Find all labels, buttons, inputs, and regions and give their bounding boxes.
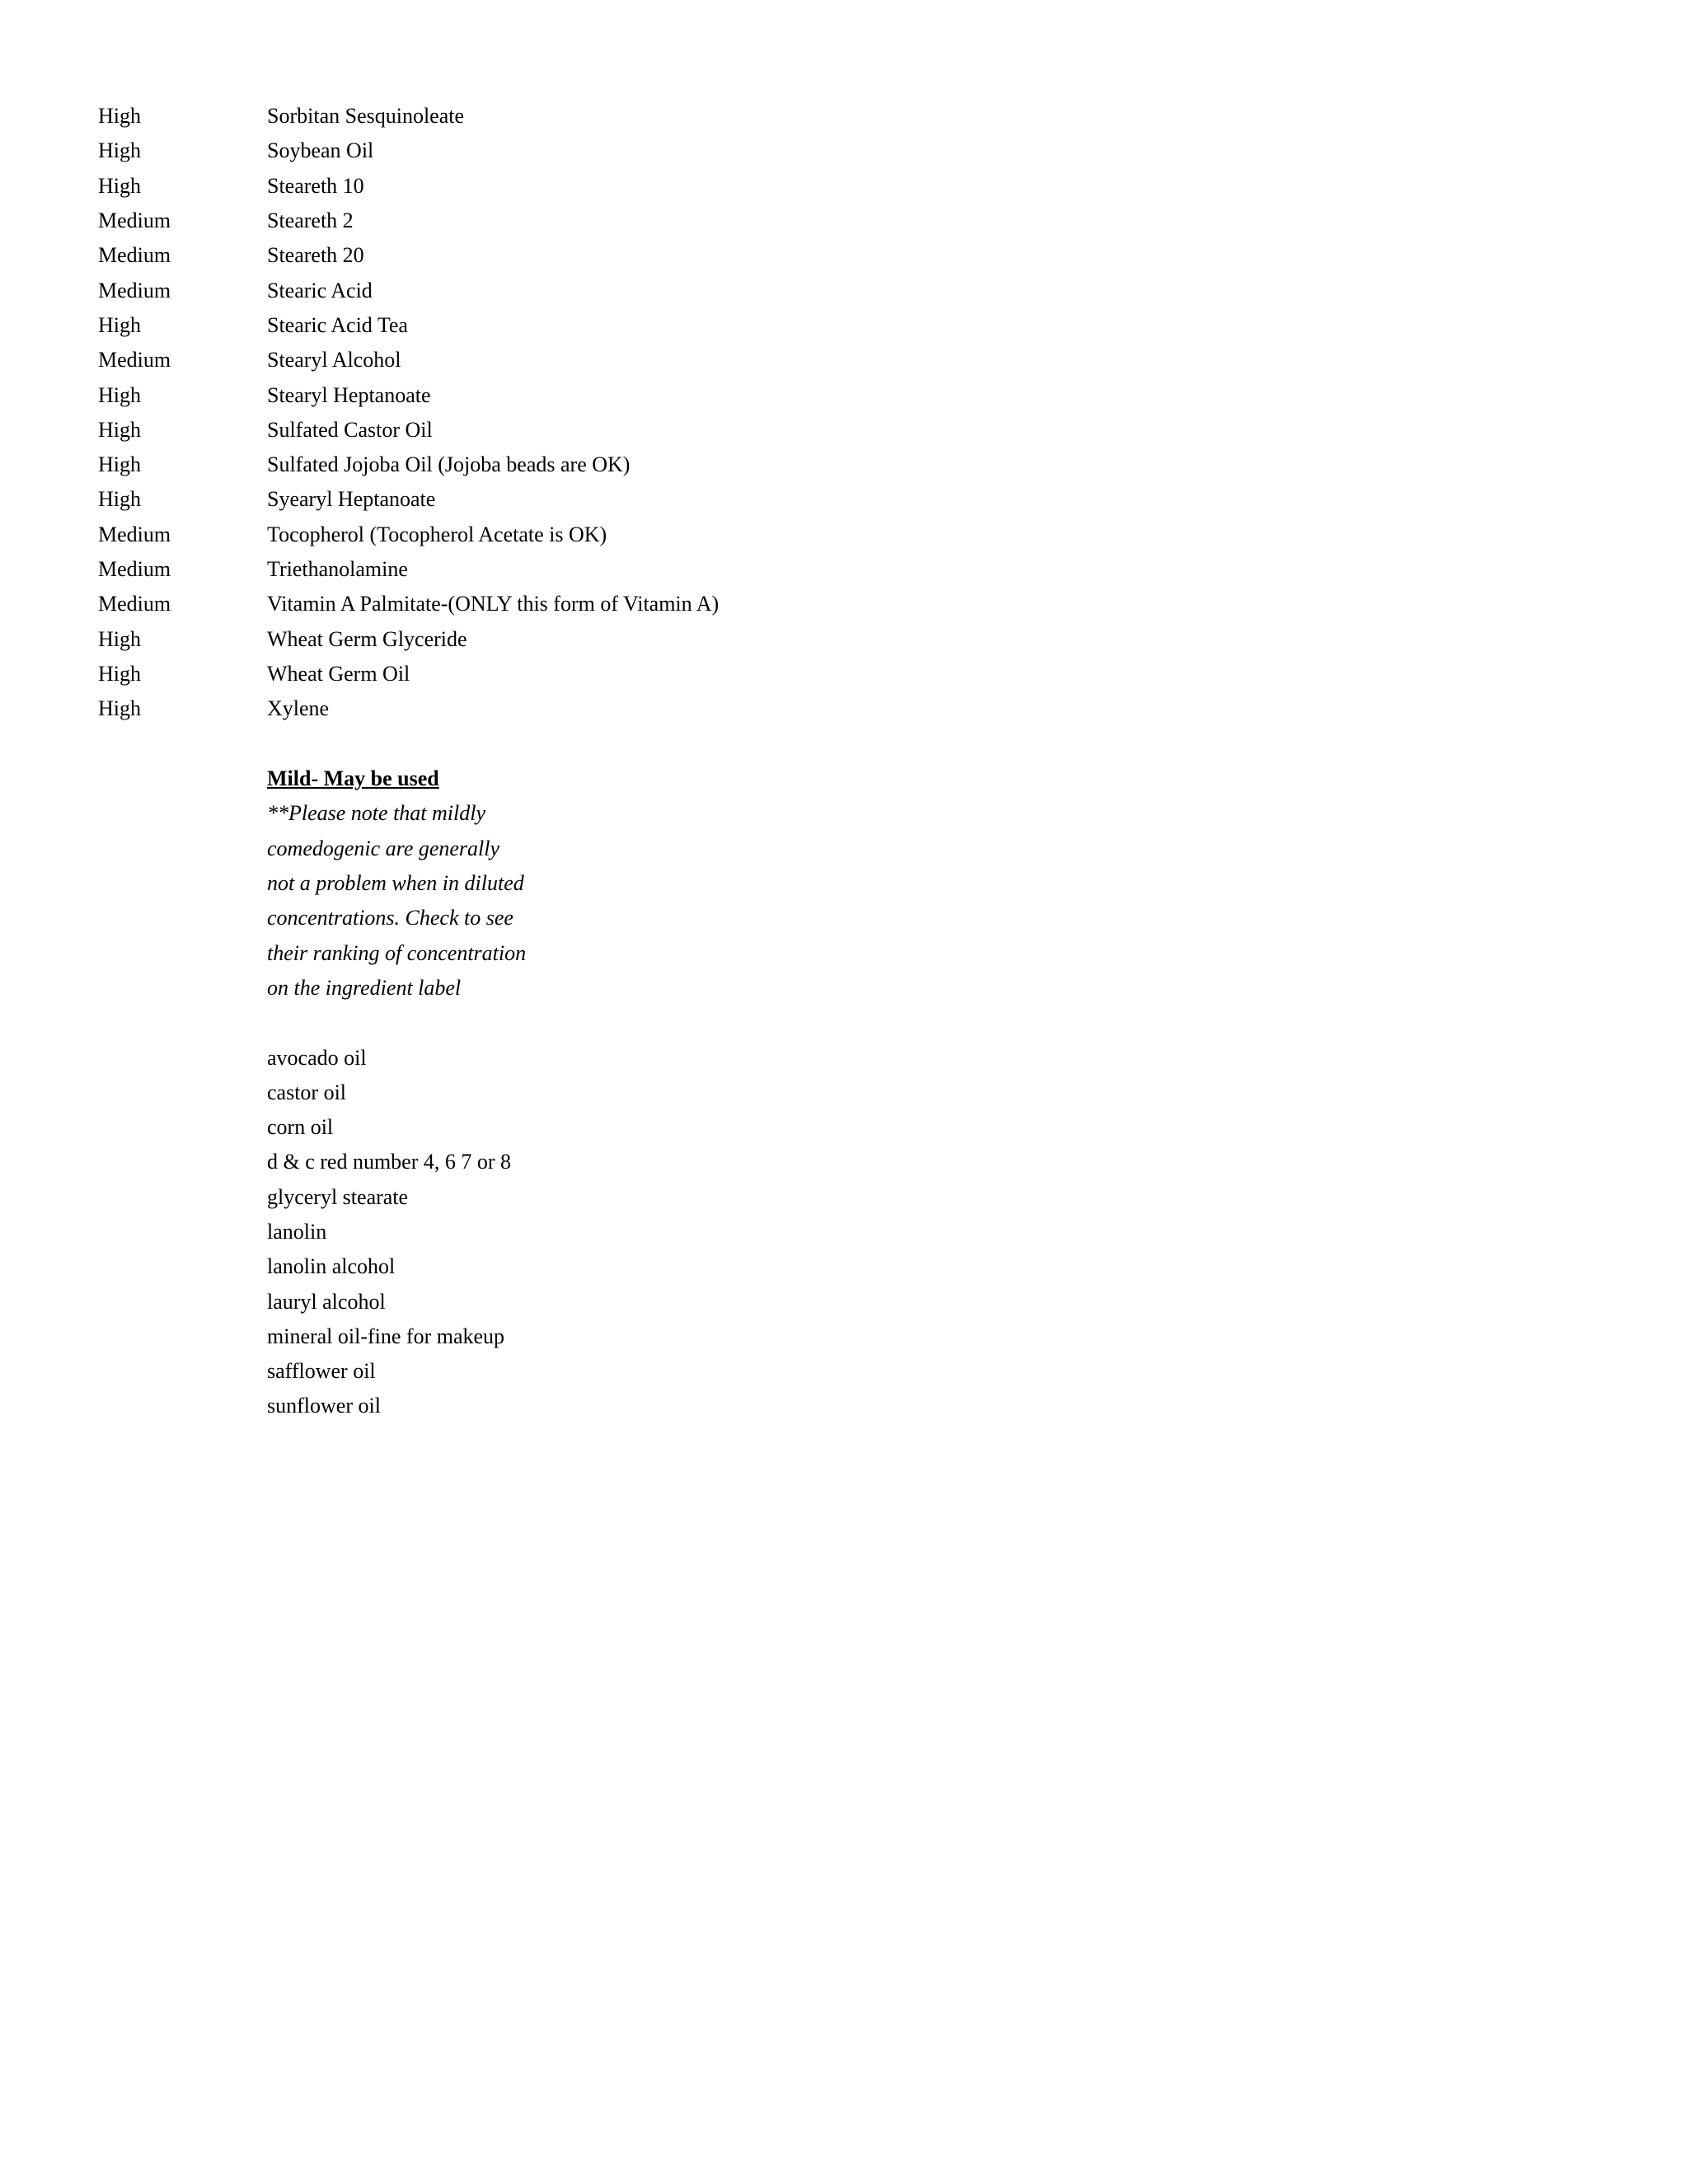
rating-level: High xyxy=(98,382,141,407)
ingredient-name: Xylene xyxy=(267,696,330,721)
list-item: corn oil xyxy=(267,1115,334,1140)
note-line: their ranking of concentration xyxy=(267,940,527,965)
list-item: d & c red number 4, 6 7 or 8 xyxy=(267,1150,512,1174)
rating-level: Medium xyxy=(98,243,171,268)
rating-level: Medium xyxy=(98,557,171,581)
table-row xyxy=(98,204,719,238)
ingredient-name: Stearic Acid Tea xyxy=(267,312,408,337)
table-row xyxy=(98,621,719,656)
ingredient-name: Steareth 20 xyxy=(267,243,364,268)
note-line: not a problem when in diluted xyxy=(267,871,524,896)
ingredient-name: Stearic Acid xyxy=(267,278,373,302)
table-row xyxy=(98,552,719,587)
table-row xyxy=(98,134,719,168)
table-row xyxy=(98,99,719,134)
ingredient-name: Syearyl Heptanoate xyxy=(267,487,436,512)
ingredient-name: Steareth 2 xyxy=(267,209,354,233)
rating-level: High xyxy=(98,661,141,686)
ingredient-name: Sulfated Castor Oil xyxy=(267,417,433,442)
rating-level: High xyxy=(98,138,141,163)
list-item: lanolin xyxy=(267,1220,327,1244)
comedogenic-ranking-table xyxy=(98,99,719,726)
list-item: mineral oil-fine for makeup xyxy=(267,1324,505,1348)
table-row xyxy=(98,657,719,691)
ingredient-name: Wheat Germ Glyceride xyxy=(267,626,467,651)
ingredient-name: Steareth 10 xyxy=(267,173,364,198)
rating-level: Medium xyxy=(98,522,171,546)
table-row xyxy=(98,169,719,204)
rating-level: Medium xyxy=(98,592,171,616)
list-item: lauryl alcohol xyxy=(267,1289,386,1314)
list-item: glyceryl stearate xyxy=(267,1184,409,1209)
table-row xyxy=(98,308,719,343)
table-row xyxy=(98,448,719,482)
ingredient-name: Stearyl Heptanoate xyxy=(267,382,431,407)
rating-level: Medium xyxy=(98,348,171,373)
list-item: safflower oil xyxy=(267,1359,376,1384)
table-row xyxy=(98,273,719,307)
rating-level: High xyxy=(98,104,141,129)
table-row xyxy=(98,343,719,377)
table-row xyxy=(98,377,719,412)
note-line: **Please note that mildly xyxy=(267,801,486,826)
ingredient-name: Soybean Oil xyxy=(267,138,374,163)
rating-level: Medium xyxy=(98,278,171,302)
table-row xyxy=(98,587,719,621)
spacer xyxy=(267,1005,526,1040)
rating-level: High xyxy=(98,696,141,721)
list-item: lanolin alcohol xyxy=(267,1254,396,1279)
ingredient-name: Stearyl Alcohol xyxy=(267,348,401,373)
ingredient-name: Sorbitan Sesquinoleate xyxy=(267,104,465,129)
ingredient-name: Sulfated Jojoba Oil (Jojoba beads are OK) xyxy=(267,452,631,477)
list-item: avocado oil xyxy=(267,1045,367,1070)
mild-note xyxy=(267,796,526,1005)
list-item: sunflower oil xyxy=(267,1394,381,1418)
list-item: castor oil xyxy=(267,1080,347,1104)
rating-level: High xyxy=(98,312,141,337)
ingredient-name: Tocopherol (Tocopherol Acetate is OK) xyxy=(267,522,607,546)
rating-level: High xyxy=(98,452,141,477)
ingredient-name: Vitamin A Palmitate-(ONLY this form of Vitamin A) xyxy=(267,592,720,616)
rating-level: High xyxy=(98,487,141,512)
table-row xyxy=(98,413,719,448)
table-row xyxy=(98,238,719,273)
note-line: comedogenic are generally xyxy=(267,836,500,860)
table-row xyxy=(98,482,719,517)
table-row xyxy=(98,691,719,726)
section-heading: Mild- May be used xyxy=(267,766,439,791)
mild-ingredient-list xyxy=(267,1040,526,1423)
rating-level: High xyxy=(98,173,141,198)
rating-level: High xyxy=(98,626,141,651)
note-line: on the ingredient label xyxy=(267,975,462,1000)
rating-level: High xyxy=(98,417,141,442)
ingredient-name: Wheat Germ Oil xyxy=(267,661,410,686)
rating-level: Medium xyxy=(98,209,171,233)
note-line: concentrations. Check to see xyxy=(267,906,513,930)
mild-section xyxy=(267,762,526,1424)
ingredient-name: Triethanolamine xyxy=(267,557,408,581)
table-row xyxy=(98,518,719,552)
